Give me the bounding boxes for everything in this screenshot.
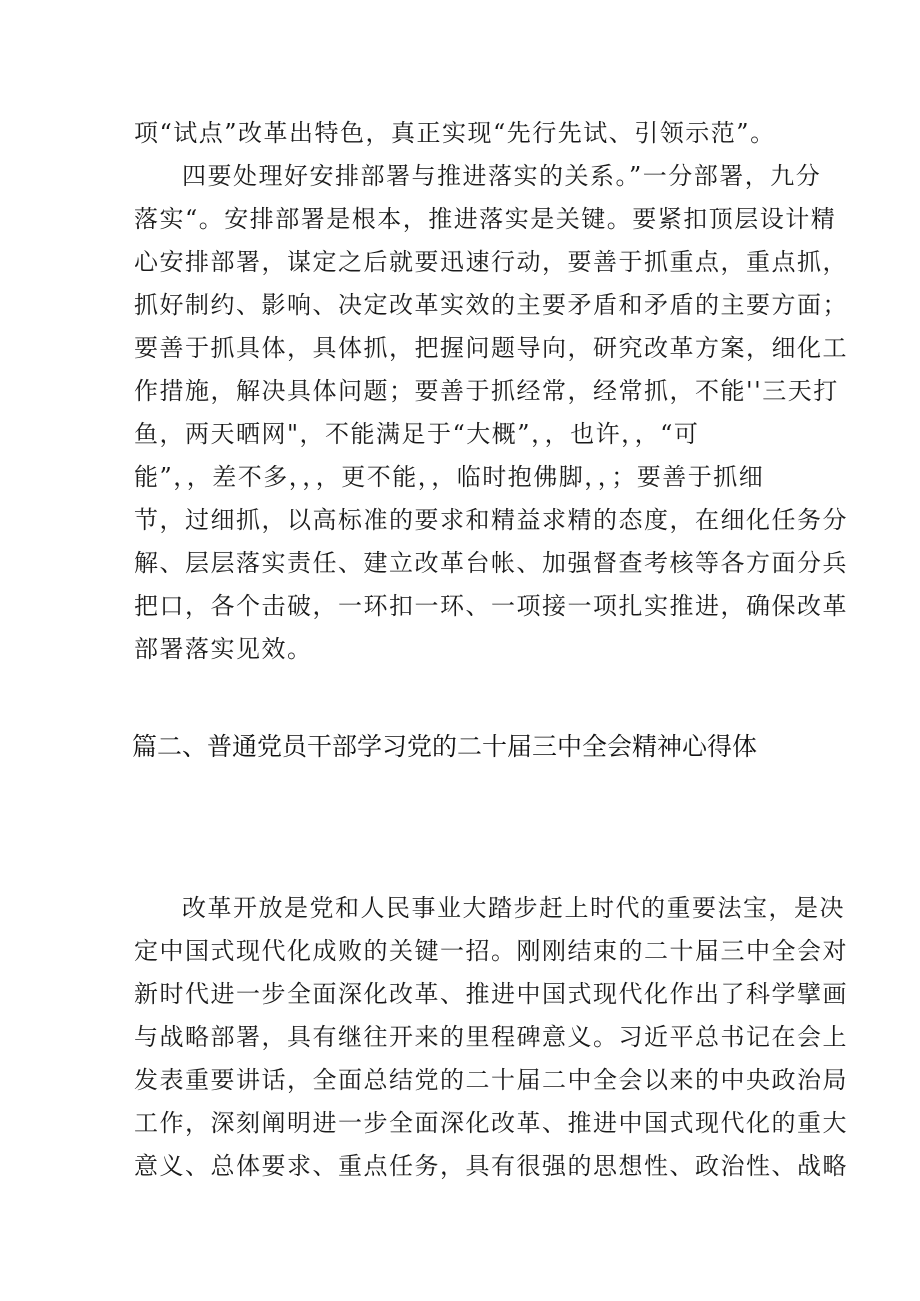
paragraph-line: 解、层层落实责任、建立改革台帐、加强督查考核等各方面分兵 [134, 549, 848, 577]
section-heading: 篇二、普通党员干部学习党的二十届三中全会精神心得体 [132, 732, 758, 761]
paragraph-line: 与战略部署，具有继往开来的里程碑意义。习近平总书记在会上 [134, 1023, 848, 1051]
paragraph-line: 鱼，两天晒网"，不能满足于“大概”，，也许，，“可 [134, 420, 700, 448]
paragraph-line: 意义、总体要求、重点任务，具有很强的思想性、政治性、战略 [134, 1152, 848, 1180]
paragraph-line: 部署落实见效。 [134, 635, 313, 663]
paragraph-line: 改革开放是党和人民事业大踏步赶上时代的重要法宝，是决 [182, 894, 845, 922]
paragraph-line: 要善于抓具体，具体抓，把握问题导向，研究改革方案，细化工 [134, 334, 848, 362]
paragraph-line: 落实“。安排部署是根本，推进落实是关键。要紧扣顶层设计精 [134, 205, 837, 233]
paragraph-line: 工作，深刻阐明进一步全面深化改革、推进中国式现代化的重大 [134, 1109, 848, 1137]
paragraph-line: 能”，，差不多，，，更不能，，临时抱佛脚，，；要善于抓细 [134, 463, 765, 491]
paragraph-line: 项“试点”改革出特色，真正实现“先行先试、引领示范”。 [134, 119, 776, 147]
paragraph-line: 把口，各个击破，一环扣一环、一项接一项扎实推进，确保改革 [134, 592, 848, 620]
paragraph-line: 心安排部署，谋定之后就要迅速行动，要善于抓重点，重点抓， [134, 248, 848, 276]
paragraph-line: 定中国式现代化成败的关键一招。刚刚结束的二十届三中全会对 [134, 937, 848, 965]
paragraph-line: 作措施，解决具体问题；要善于抓经常，经常抓，不能''三天打 [134, 377, 839, 405]
paragraph-line: 四要处理好安排部署与推进落实的关系。”一分部署，九分 [182, 162, 822, 190]
paragraph-line: 节，过细抓，以高标准的要求和精益求精的态度，在细化任务分 [134, 506, 848, 534]
paragraph-line: 抓好制约、影响、决定改革实效的主要矛盾和矛盾的主要方面； [134, 291, 848, 319]
paragraph-line: 发表重要讲话，全面总结党的二十届二中全会以来的中央政治局 [134, 1066, 848, 1094]
paragraph-line: 新时代进一步全面深化改革、推进中国式现代化作出了科学擘画 [134, 980, 848, 1008]
